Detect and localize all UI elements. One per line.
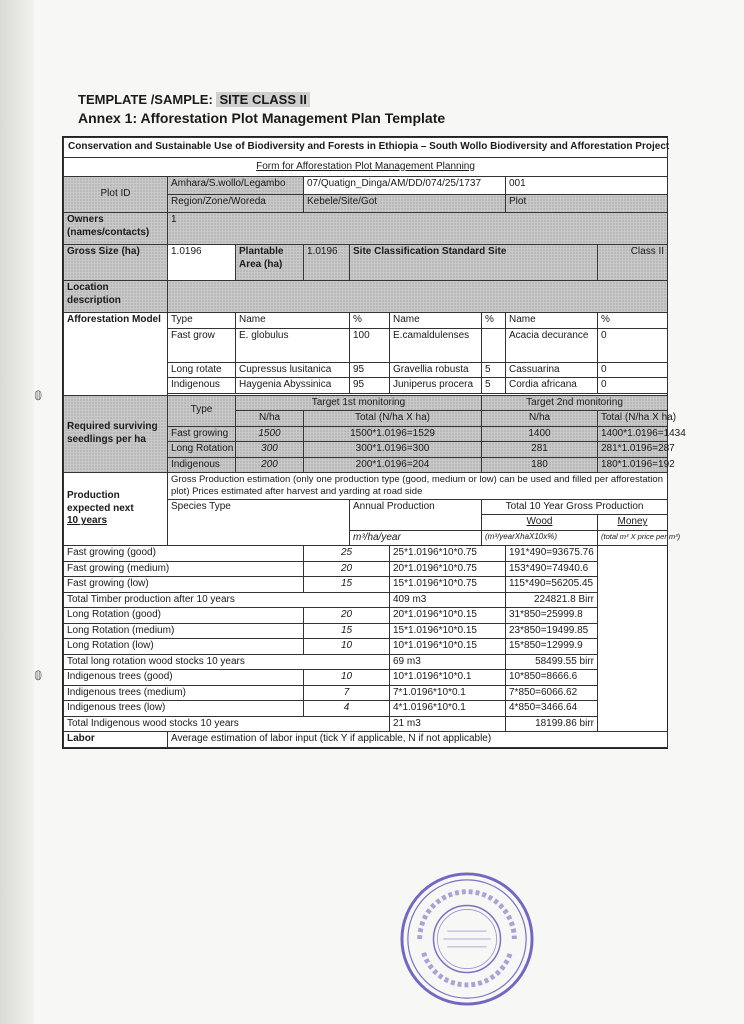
punch-hole-icon: 𝟘	[34, 388, 43, 403]
production-money: 10*850=8666.6	[506, 670, 598, 686]
owners-label: Owners (names/contacts)	[64, 213, 168, 245]
afforestation-cell: E.camaldulenses	[390, 328, 482, 362]
afforestation-cell: Indigenous	[168, 378, 236, 394]
afforestation-header: %	[598, 313, 668, 329]
seedlings-type: Indigenous	[168, 457, 236, 473]
total-header: Total (N/ha X ha)	[598, 411, 668, 427]
afforestation-cell: Cassuarina	[506, 362, 598, 378]
production-money: 115*490=56205.45	[506, 577, 598, 593]
production-money: 153*490=74940.6	[506, 561, 598, 577]
production-species: Total long rotation wood stocks 10 years	[64, 654, 390, 670]
afforestation-cell: 0	[598, 328, 668, 362]
production-species: Total Indigenous wood stocks 10 years	[64, 716, 390, 732]
kebele-label: Kebele/Site/Got	[304, 195, 506, 213]
seedlings-total: 200*1.0196=204	[304, 457, 482, 473]
plantable-area-label: Plantable Area (ha)	[236, 245, 304, 281]
production-row	[64, 623, 668, 639]
site-classification-label: Site Classification Standard Site	[350, 245, 598, 281]
afforestation-cell: 95	[350, 362, 390, 378]
production-row	[64, 608, 668, 624]
production-species: Long Rotation (medium)	[64, 623, 304, 639]
afforestation-cell: 5	[482, 362, 506, 378]
production-species: Fast growing (good)	[64, 546, 304, 562]
production-wood: 409 m3	[390, 592, 506, 608]
afforestation-cell: Long rotate	[168, 362, 236, 378]
afforestation-cell: Fast grow	[168, 328, 236, 362]
template-heading-prefix: TEMPLATE /SAMPLE:	[78, 92, 213, 107]
labor-value: Average estimation of labor input (tick Y if applicable, N if not applicable)	[168, 732, 668, 748]
afforestation-cell: 0	[598, 362, 668, 378]
production-species: Fast growing (medium)	[64, 561, 304, 577]
production-annual: 7	[304, 685, 390, 701]
seedlings-type: Fast growing	[168, 426, 236, 442]
target-second-header: Target 2nd monitoring	[482, 395, 668, 411]
seedlings-nha: 180	[482, 457, 598, 473]
production-note: Gross Production estimation (only one production type (good, medium or low) can be used and filled per afforestation plot) Prices estimated after harvest and yarding at road side	[168, 473, 668, 500]
seedlings-nha: 300	[236, 442, 304, 458]
afforestation-model-label: Afforestation Model	[64, 313, 168, 396]
production-row	[64, 561, 668, 577]
owners-value: 1	[168, 213, 668, 245]
money-header: Money	[598, 515, 668, 531]
plot-number: 001	[506, 177, 668, 195]
wood-unit: (m³/yearXhaX10x%)	[482, 530, 598, 546]
region-label: Region/Zone/Woreda	[168, 195, 304, 213]
production-money: 23*850=19499.85	[506, 623, 598, 639]
gross-size-label: Gross Size (ha)	[64, 245, 168, 281]
annex-title: Annex 1: Afforestation Plot Management Plan Template	[78, 110, 446, 126]
production-species: Fast growing (low)	[64, 577, 304, 593]
plantable-area-value: 1.0196	[304, 245, 350, 281]
production-annual: 25	[304, 546, 390, 562]
seedlings-total: 180*1.0196=192	[598, 457, 668, 473]
production-money: 58499.55 birr	[506, 654, 598, 670]
production-species: Indigenous trees (low)	[64, 701, 304, 717]
production-annual: 10	[304, 670, 390, 686]
afforestation-header: %	[482, 313, 506, 329]
management-plan-form	[62, 136, 686, 749]
production-annual: 20	[304, 608, 390, 624]
production-row	[64, 670, 668, 686]
seedlings-total: 300*1.0196=300	[304, 442, 482, 458]
production-row	[64, 546, 668, 562]
production-money: 18199.86 birr	[506, 716, 598, 732]
production-species: Indigenous trees (medium)	[64, 685, 304, 701]
plot-label: Plot	[506, 195, 668, 213]
production-annual: 4	[304, 701, 390, 717]
production-money: 191*490=93675.76	[506, 546, 598, 562]
afforestation-cell: Gravellia robusta	[390, 362, 482, 378]
production-row	[64, 577, 668, 593]
labor-label: Labor	[64, 732, 168, 748]
target-first-header: Target 1st monitoring	[236, 395, 482, 411]
production-annual: 15	[304, 577, 390, 593]
nha-header: N/ha	[482, 411, 598, 427]
afforestation-cell: 95	[350, 378, 390, 394]
production-money: 7*850=6066.62	[506, 685, 598, 701]
seedlings-type: Long Rotation	[168, 442, 236, 458]
template-heading	[78, 92, 310, 107]
annual-production-header: Annual Production	[350, 499, 482, 530]
production-wood: 15*1.0196*10*0.15	[390, 623, 506, 639]
production-wood: 7*1.0196*10*0.1	[390, 685, 506, 701]
page-edge-shadow	[0, 0, 34, 1024]
afforestation-cell: 5	[482, 378, 506, 394]
form-table	[63, 137, 686, 748]
production-label-years: 10 years	[67, 515, 108, 527]
seedlings-total: 1500*1.0196=1529	[304, 426, 482, 442]
project-name: Conservation and Sustainable Use of Biodiversity and Forests in Ethiopia – South Wollo Biodiversity and Afforestation Project	[64, 138, 668, 158]
afforestation-cell: 0	[598, 378, 668, 394]
money-unit: (total m³ X price per m³)	[598, 530, 668, 546]
location-label: Location description	[64, 281, 168, 313]
seedlings-total: 1400*1.0196=1434	[598, 426, 668, 442]
production-money: 224821.8 Birr	[506, 592, 598, 608]
production-wood: 10*1.0196*10*0.15	[390, 639, 506, 655]
production-wood: 10*1.0196*10*0.1	[390, 670, 506, 686]
seedlings-nha: 1500	[236, 426, 304, 442]
nha-header: N/ha	[236, 411, 304, 427]
production-total-row	[64, 592, 668, 608]
afforestation-header: %	[350, 313, 390, 329]
production-wood: 25*1.0196*10*0.75	[390, 546, 506, 562]
location-value	[168, 281, 668, 313]
afforestation-cell: Cordia africana	[506, 378, 598, 394]
site-class-value: Class II	[598, 245, 668, 281]
species-type-header: Species Type	[168, 499, 350, 546]
production-annual: 20	[304, 561, 390, 577]
afforestation-cell: Cupressus lusitanica	[236, 362, 350, 378]
afforestation-header: Type	[168, 313, 236, 329]
seedlings-type-header: Type	[168, 395, 236, 426]
plot-id-label: Plot ID	[64, 177, 168, 213]
production-total-row	[64, 716, 668, 732]
annual-unit: m³/ha/year	[350, 530, 482, 546]
production-wood: 21 m3	[390, 716, 506, 732]
afforestation-cell: 100	[350, 328, 390, 362]
seedlings-nha: 1400	[482, 426, 598, 442]
official-stamp-icon	[398, 870, 536, 1008]
production-label	[64, 473, 168, 546]
seedlings-nha: 200	[236, 457, 304, 473]
total-production-header: Total 10 Year Gross Production	[482, 499, 668, 515]
afforestation-cell: E. globulus	[236, 328, 350, 362]
production-species: Total Timber production after 10 years	[64, 592, 390, 608]
form-title: Form for Afforestation Plot Management Planning	[64, 157, 668, 177]
region-value: Amhara/S.wollo/Legambo	[168, 177, 304, 195]
production-species: Long Rotation (good)	[64, 608, 304, 624]
afforestation-header: Name	[390, 313, 482, 329]
production-species: Indigenous trees (good)	[64, 670, 304, 686]
production-species: Long Rotation (low)	[64, 639, 304, 655]
production-total-row	[64, 654, 668, 670]
seedlings-total: 281*1.0196=287	[598, 442, 668, 458]
production-money: 4*850=3466.64	[506, 701, 598, 717]
production-row	[64, 685, 668, 701]
production-wood: 20*1.0196*10*0.15	[390, 608, 506, 624]
wood-header: Wood	[482, 515, 598, 531]
production-rows	[64, 546, 668, 732]
production-money: 15*850=12999.9	[506, 639, 598, 655]
production-wood: 15*1.0196*10*0.75	[390, 577, 506, 593]
production-row	[64, 639, 668, 655]
production-annual: 10	[304, 639, 390, 655]
punch-hole-icon: 𝟘	[34, 668, 43, 683]
afforestation-header: Name	[506, 313, 598, 329]
afforestation-cell	[482, 328, 506, 362]
production-label-text: Production expected next	[67, 490, 134, 514]
afforestation-cell: Acacia decurance	[506, 328, 598, 362]
afforestation-cell: Juniperus procera	[390, 378, 482, 394]
gross-size-value: 1.0196	[168, 245, 236, 281]
seedlings-nha: 281	[482, 442, 598, 458]
production-wood: 69 m3	[390, 654, 506, 670]
seedlings-label: Required surviving seedlings per ha	[64, 395, 168, 473]
production-wood: 4*1.0196*10*0.1	[390, 701, 506, 717]
kebele-value: 07/Quatign_Dinga/AM/DD/074/25/1737	[304, 177, 506, 195]
afforestation-header: Name	[236, 313, 350, 329]
production-row	[64, 701, 668, 717]
production-money: 31*850=25999.8	[506, 608, 598, 624]
site-class-highlight: SITE CLASS II	[216, 92, 309, 107]
afforestation-cell: Haygenia Abyssinica	[236, 378, 350, 394]
production-annual: 15	[304, 623, 390, 639]
total-header: Total (N/ha X ha)	[304, 411, 482, 427]
production-wood: 20*1.0196*10*0.75	[390, 561, 506, 577]
